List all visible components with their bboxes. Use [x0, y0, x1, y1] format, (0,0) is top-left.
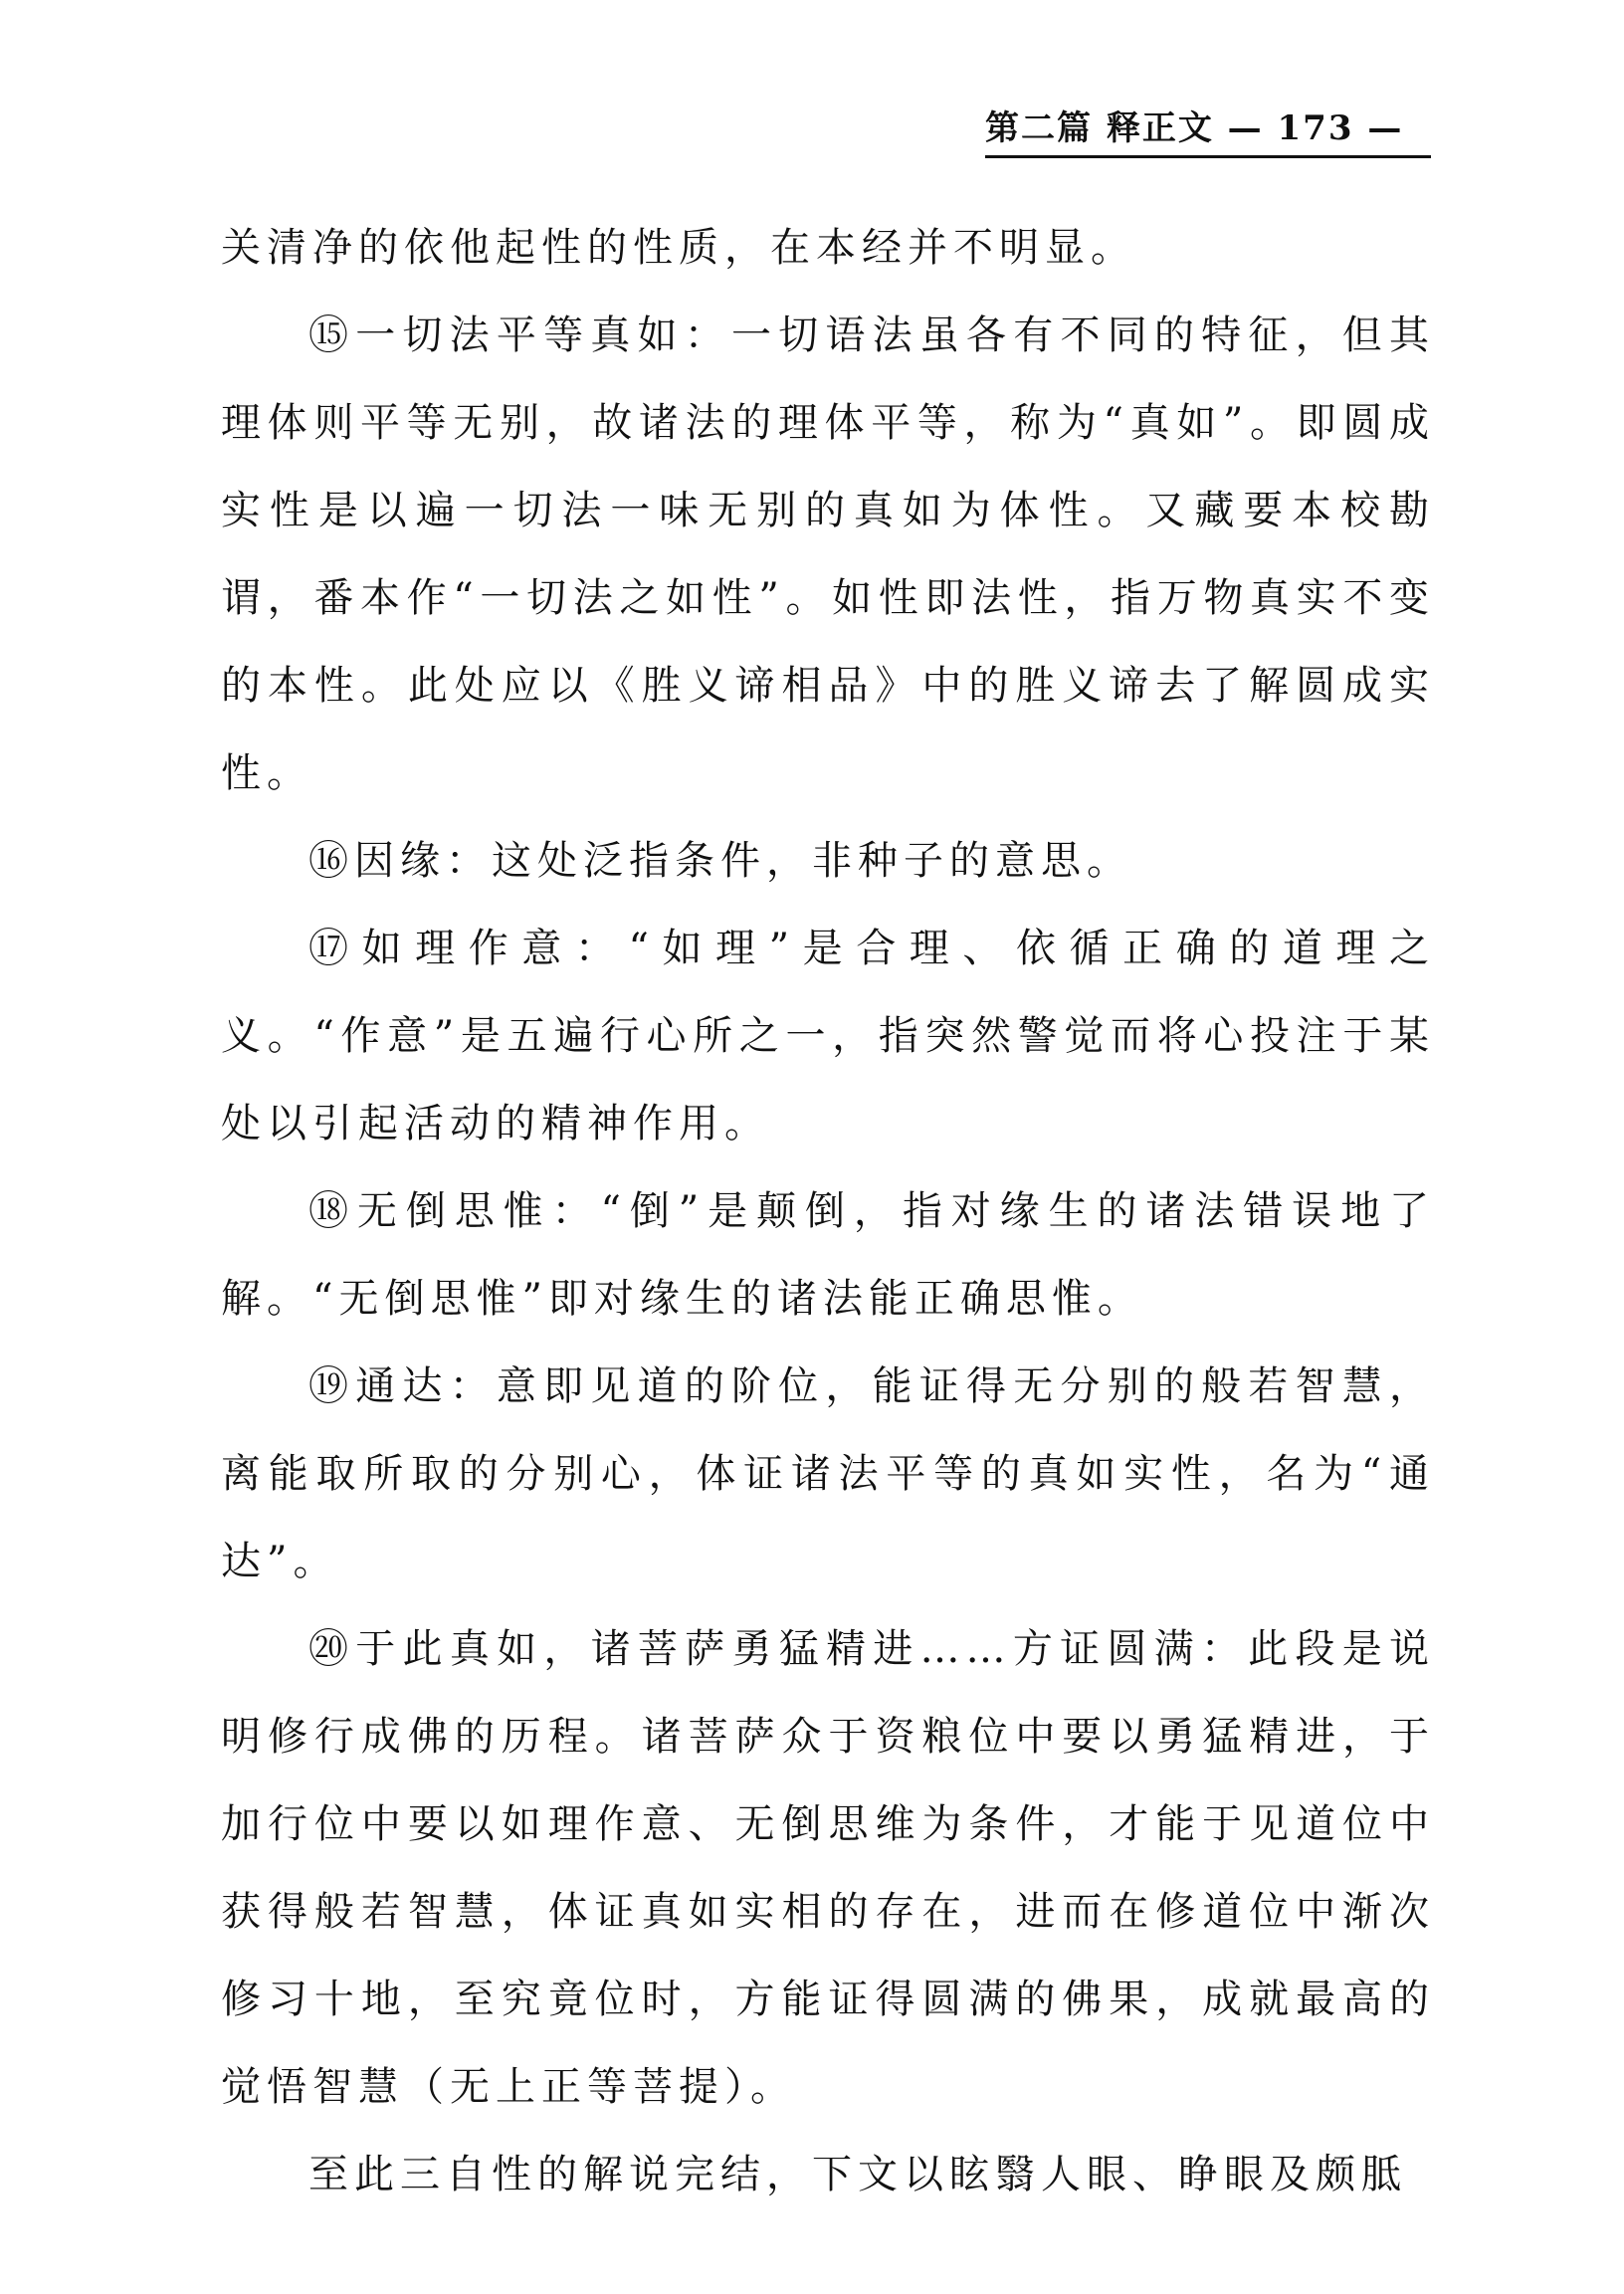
note-20: ⑳于此真如，诸菩萨勇猛精进……方证圆满：此段是说明修行成佛的历程。诸菩萨众于资粮位中要以勇猛精进，于加行位中要以如理作意、无倒思维为条件，才能于见道位中获得般若智慧，体证真如实相的存在，进而在修道位中渐次修习十地，至究竟位时，方能证得圆满的佛果，成就最高的觉悟智慧（无上正等菩提）。 — [221, 1626, 1435, 2110]
running-header: 第二篇 释正文 — 173 — — [985, 108, 1404, 148]
note-16: ⑯因缘：这处泛指条件，非种子的意思。 — [308, 838, 1132, 884]
body-text — [221, 204, 1435, 2218]
note-17: ⑰如理作意：“如理”是合理、依循正确的道理之义。“作意”是五遍行心所之一，指突然警觉而将心投注于某处以引起活动的精神作用。 — [221, 926, 1435, 1147]
header-rule — [985, 155, 1431, 158]
paragraph-closing: 至此三自性的解说完结，下文以眩翳人眼、睁眼及颇胝 — [308, 2152, 1407, 2197]
note-18: ⑱无倒思惟：“倒”是颠倒，指对缘生的诸法错误地了解。“无倒思惟”即对缘生的诸法能正确思惟。 — [221, 1188, 1435, 1322]
note-19: ⑲通达：意即见道的阶位，能证得无分别的般若智慧，离能取所取的分别心，体证诸法平等的真如实性，名为“通达”。 — [221, 1363, 1435, 1584]
note-15: ⑮一切法平等真如：一切语法虽各有不同的特征，但其理体则平等无别，故诸法的理体平等，称为“真如”。即圆成实性是以遍一切法一味无别的真如为体性。又藏要本校勘谓，番本作“一切法之如性”。如性即法性，指万物真实不变的本性。此处应以《胜义谛相品》中的胜义谛去了解圆成实性。 — [221, 313, 1435, 796]
paragraph-continuation: 关清净的依他起性的性质，在本经并不明显。 — [221, 225, 1136, 271]
